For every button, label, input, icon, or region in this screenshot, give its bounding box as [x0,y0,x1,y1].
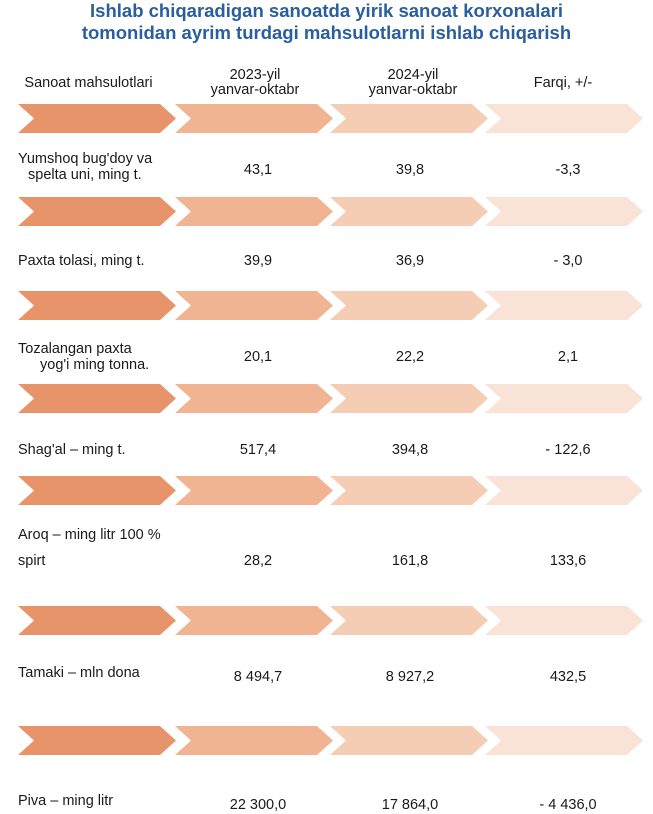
row-5-diff: 133,6 [549,553,587,569]
chevron-band-5-1 [18,476,176,505]
chevron-band-6-2 [175,606,333,635]
chevron-band-2-3 [330,197,488,226]
chevron-band-3-1 [18,291,176,320]
chevron-band-1-2 [175,104,333,133]
row-2-diff: - 3,0 [553,253,583,269]
row-1-v2024: 39,8 [395,162,425,178]
header-2023-line2: yanvar-oktabr [210,82,300,98]
header-2024-line1: 2024-yil [387,67,439,83]
chevron-band-7-3 [330,726,488,755]
row-6-product-line1: Tamaki – mln dona [18,665,140,681]
row-7-product-line1: Piva – ming litr [18,793,114,809]
chevron-band-2-2 [175,197,333,226]
header-2024-line2: yanvar-oktabr [368,82,458,98]
row-2-v2023: 39,9 [243,253,273,269]
row-4-product-line1: Shag'al – ming t. [18,442,126,458]
row-1-diff: -3,3 [555,162,581,178]
chevron-band-6-4 [485,606,643,635]
row-5-product-line1: Aroq – ming litr 100 % [18,527,161,543]
row-1-v2023: 43,1 [243,162,273,178]
row-3-diff: 2,1 [557,349,579,365]
row-7-diff: - 4 436,0 [539,797,597,813]
row-4-diff: - 122,6 [545,442,591,458]
title-line-1: Ishlab chiqaradigan sanoatda yirik sanoat korxonalari [90,0,563,21]
chevron-band-2-4 [485,197,643,226]
title-line-2: tomonidan ayrim turdagi mahsulotlarni ishlab chiqarish [81,22,572,43]
chevron-band-3-2 [175,291,333,320]
chevron-band-1-3 [330,104,488,133]
chevron-band-4-4 [485,384,643,413]
row-1-product-line1: Yumshoq bug'doy va [18,151,153,167]
chevron-band-1-4 [485,104,643,133]
chevron-band-5-3 [330,476,488,505]
chevron-band-3-3 [330,291,488,320]
row-5-v2023: 28,2 [243,553,273,569]
chevron-band-4-2 [175,384,333,413]
row-5-product-line2: spirt [18,553,46,569]
row-2-v2024: 36,9 [395,253,425,269]
chevron-band-7-2 [175,726,333,755]
row-7-v2023: 22 300,0 [229,797,287,813]
header-product: Sanoat mahsulotlari [24,75,153,91]
row-3-product-line1: Tozalangan paxta [18,341,132,357]
row-2-product-line1: Paxta tolasi, ming t. [18,253,145,269]
chevron-band-2-1 [18,197,176,226]
row-4-v2023: 517,4 [239,442,277,458]
row-7-v2024: 17 864,0 [381,797,439,813]
chevron-band-4-1 [18,384,176,413]
chevron-band-1-1 [18,104,176,133]
chevron-band-6-3 [330,606,488,635]
chevron-band-7-1 [18,726,176,755]
header-diff: Farqi, +/- [533,75,593,91]
row-4-v2024: 394,8 [391,442,429,458]
chevron-band-5-2 [175,476,333,505]
header-2023-line1: 2023-yil [229,67,281,83]
row-1-product-line2: spelta uni, ming t. [28,167,142,183]
row-6-diff: 432,5 [549,669,587,685]
chevron-band-4-3 [330,384,488,413]
row-6-v2024: 8 927,2 [385,669,435,685]
row-3-product-line2: yog'i ming tonna. [40,357,150,373]
chevron-band-7-4 [485,726,643,755]
row-3-v2023: 20,1 [243,349,273,365]
row-5-v2024: 161,8 [391,553,429,569]
chevron-band-3-4 [485,291,643,320]
chevron-band-6-1 [18,606,176,635]
chevron-band-5-4 [485,476,643,505]
row-3-v2024: 22,2 [395,349,425,365]
row-6-v2023: 8 494,7 [233,669,283,685]
